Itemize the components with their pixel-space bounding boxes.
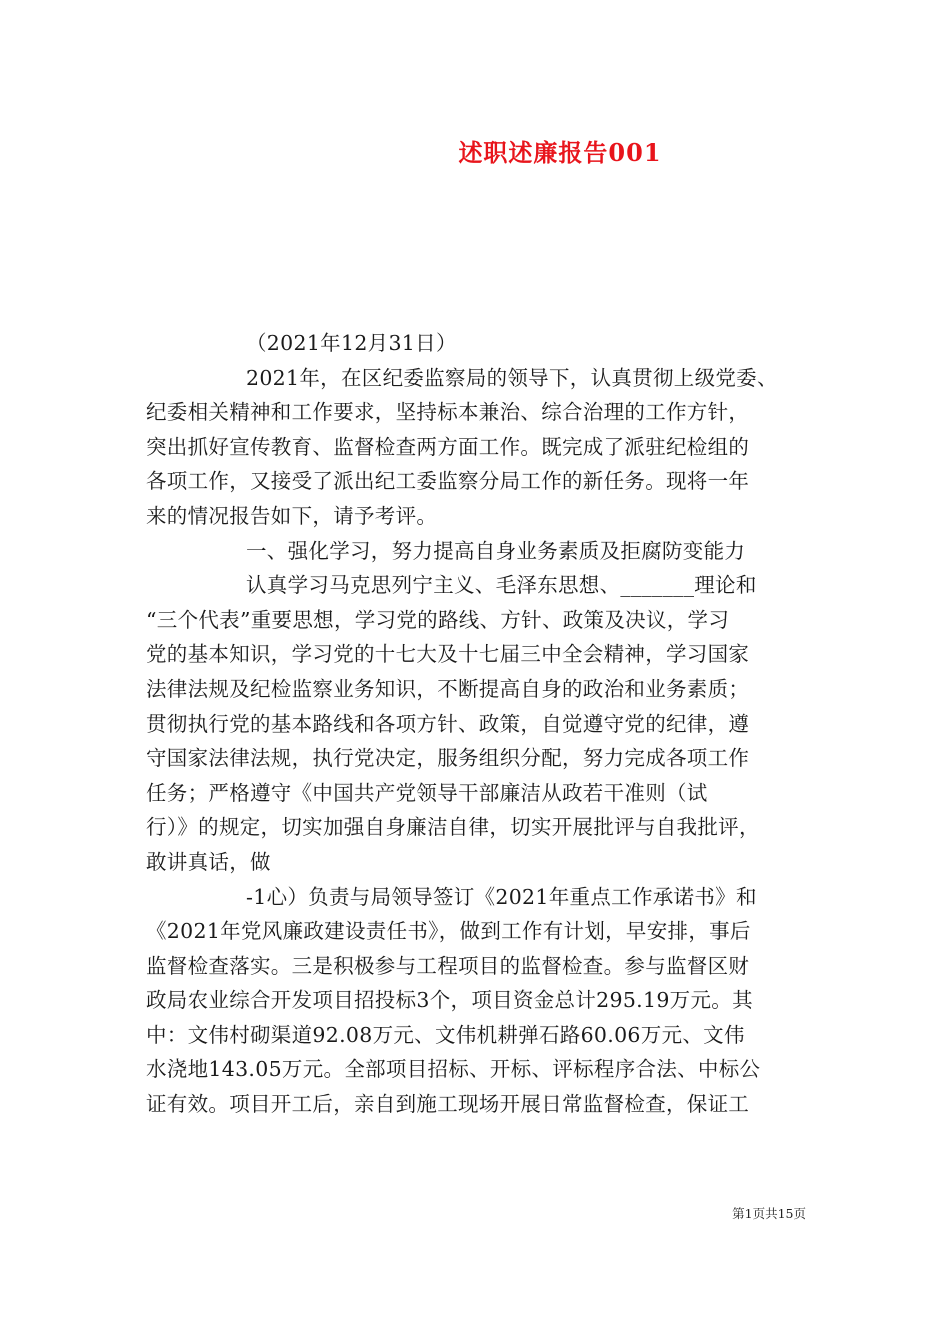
paragraph-line: 证有效。项目开工后，亲自到施工现场开展日常监督检查，保证工 <box>146 1092 750 1117</box>
paragraph-line: “三个代表”重要思想，学习党的路线、方针、政策及决议，学习 <box>146 607 730 632</box>
paragraph-line: 认真学习马克思列宁主义、毛泽东思想、_______理论和 <box>246 573 757 598</box>
document-title: 述职述廉报告001 <box>458 138 662 167</box>
page-number: 第1页共15页 <box>732 1206 806 1221</box>
paragraph-line: 法律法规及纪检监察业务知识，不断提高自身的政治和业务素质； <box>146 676 750 701</box>
paragraph-line: 突出抓好宣传教育、监督检查两方面工作。既完成了派驻纪检组的 <box>146 434 750 459</box>
document-body <box>146 326 808 1122</box>
paragraph-line: 守国家法律法规，执行党决定，服务组织分配，努力完成各项工作 <box>146 746 750 771</box>
paragraph-line: 水浇地143.05万元。全部项目招标、开标、评标程序合法、中标公 <box>146 1057 761 1082</box>
paragraph-line: 纪委相关精神和工作要求，坚持标本兼治、综合治理的工作方针， <box>146 400 750 425</box>
paragraph-line: 党的基本知识，学习党的十七大及十七届三中全会精神，学习国家 <box>146 642 750 667</box>
paragraph-line: 敢讲真话，做 <box>146 849 271 874</box>
paragraph-line: 贯彻执行党的基本路线和各项方针、政策，自觉遵守党的纪律，遵 <box>146 711 750 736</box>
paragraph-line: 监督检查落实。三是积极参与工程项目的监督检查。参与监督区财 <box>146 953 750 978</box>
paragraph-line: 各项工作，又接受了派出纪工委监察分局工作的新任务。现将一年 <box>146 469 750 494</box>
paragraph-line: -1心）负责与局领导签订《2021年重点工作承诺书》和 <box>246 884 757 909</box>
report-date: （2021年12月31日） <box>246 331 457 355</box>
paragraph-line: 来的情况报告如下，请予考评。 <box>146 503 438 528</box>
paragraph-line: 政局农业综合开发项目招投标3个，项目资金总计295.19万元。其 <box>146 988 753 1013</box>
section-heading: 一、强化学习，努力提高自身业务素质及拒腐防变能力 <box>246 538 746 563</box>
paragraph-line: 行）》的规定，切实加强自身廉洁自律，切实开展批评与自我批评， <box>146 815 760 840</box>
paragraph-line: 任务；严格遵守《中国共产党领导干部廉洁从政若干准则（试 <box>146 780 708 805</box>
paragraph-line: 《2021年党风廉政建设责任书》，做到工作有计划，早安排，事后 <box>146 919 751 944</box>
paragraph-line: 2021年，在区纪委监察局的领导下，认真贯彻上级党委、 <box>246 365 778 390</box>
paragraph-line: 中：文伟村砌渠道92.08万元、文伟机耕弹石路60.06万元、文伟 <box>146 1022 745 1047</box>
